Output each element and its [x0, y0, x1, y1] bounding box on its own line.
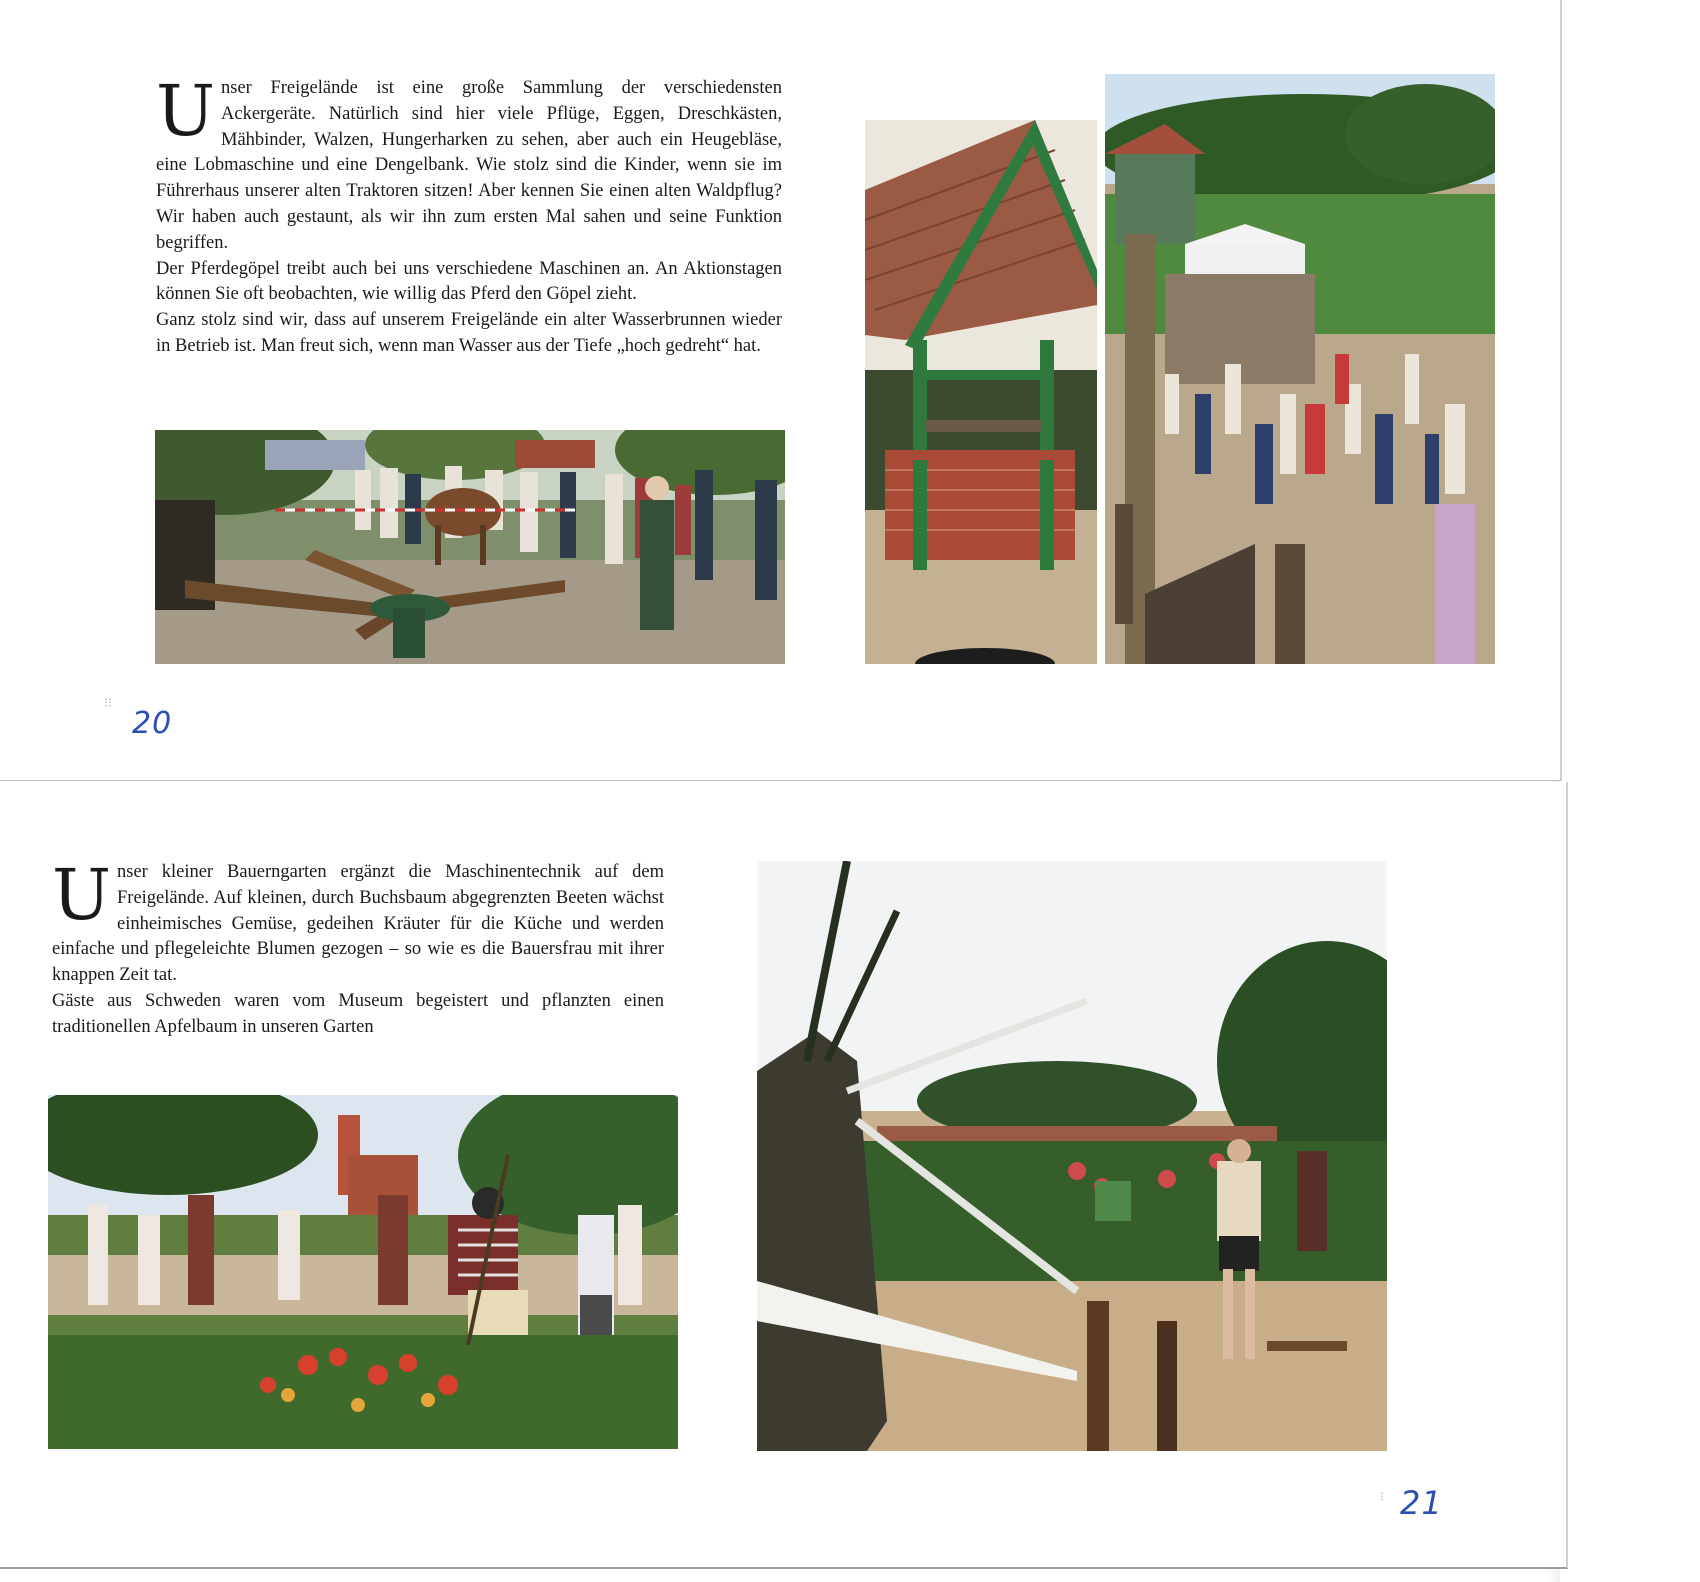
page-20 — [0, 0, 1562, 781]
paragraph-ackergeraete: nser Freigelände ist eine große Sammlung der verschiedensten Ackergeräte. Natürlich sind hier viele Pflüge, Eggen, Dreschkästen, Mähbinder, Walzen, Hungerharken zu sehen, aber auch ein Heugebläse, eine Lobmaschine und eine Dengelbank. Wie stolz sind die Kinder, wenn sie im Führerhaus unserer alten Traktoren sitzen! Aber kennen Sie einen alten Waldpflug? Wir haben auch gestaunt, als wir ihn zum ersten Mal sahen und seine Funktion begriffen. — [156, 78, 782, 253]
photo-bauerngarten-maschine — [757, 861, 1387, 1451]
paragraph-wasserbrunnen: Ganz stolz sind wir, dass auf unserem Freigelände ein alter Wasserbrunnen wieder in Betrieb ist. Man freut sich, wenn man Wasser aus der Tiefe „hoch gedreht“ hat. — [156, 310, 782, 356]
photo-apfelbaum-pflanzung — [48, 1095, 678, 1449]
paragraph-apfelbaum: Gäste aus Schweden waren vom Museum begeistert und pflanzten einen traditionellen Apfelbaum in unseren Garten — [52, 990, 664, 1037]
photo-besucher-freigelaende — [1105, 74, 1495, 664]
freigelaende-text — [156, 70, 782, 360]
drop-cap: U — [52, 854, 111, 936]
page-number: 21 — [1400, 1484, 1443, 1522]
paragraph-pferdegoepel: Der Pferdegöpel treibt auch bei uns verschiedene Maschinen an. An Aktionstagen können Sie oft beobachten, wie willig das Pferd den Göpel zieht. — [156, 258, 782, 305]
pencil-mark: ⁝ — [1380, 1490, 1385, 1505]
bauerngarten-text — [52, 854, 664, 1041]
page-number: 20 — [132, 706, 173, 741]
photo-wasserbrunnen — [865, 120, 1097, 664]
photo-pferdegoepel — [155, 430, 785, 664]
drop-cap: U — [156, 70, 215, 152]
paragraph-bauerngarten: nser kleiner Bauerngarten ergänzt die Maschinentechnik auf dem Freigelände. Auf kleinen, durch Buchsbaum abgegrenzten Beeten wächst einheimisches Gemüse, gedeihen Kräuter für die Küche und werden einfache und pflegeleichte Blumen gezogen – so wie es die Bauersfrau mit ihrer knappen Zeit tat. — [52, 862, 664, 986]
pencil-mark: ⁝⁝ — [104, 696, 113, 711]
